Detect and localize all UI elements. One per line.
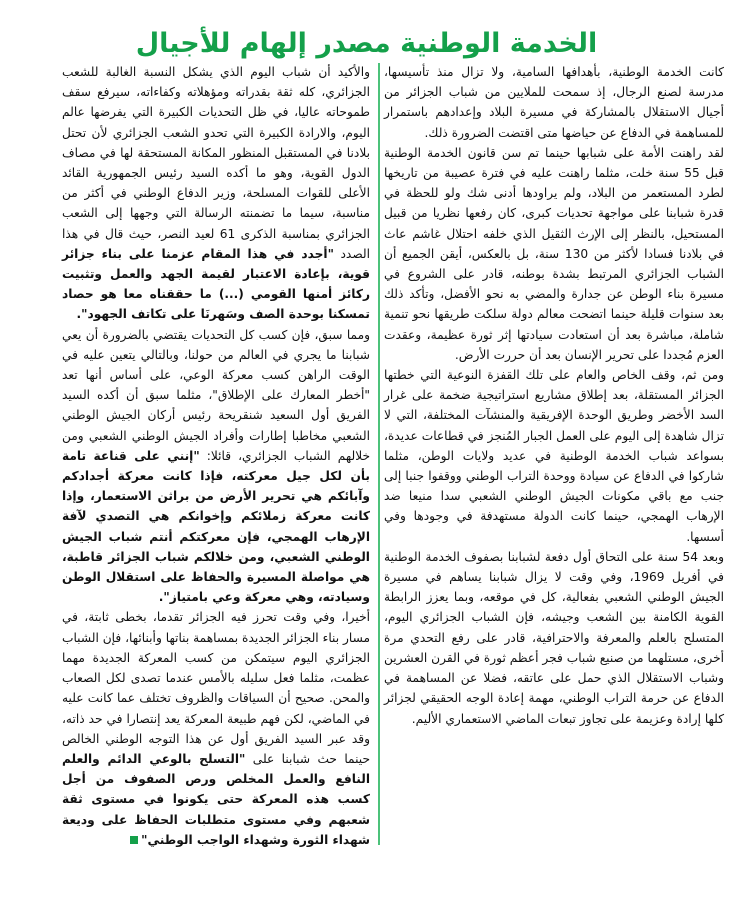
paragraph-text: أخيرا، وفي وقت تحرز فيه الجزائر تقدما، بخطى ثابتة، في مسار بناء الجزائر الجديدة بمساهمة بناتها وأبنائها، فإن الشباب الجزائري اليوم سيتمكن من كسب المعركة الجديدة مهما عظمت، مثلما فعل سليله بالأمس عندما تصدى لكل الصعاب والمحن. صحيح أن السياقات والظروف تختلف عما كانت عليه في الماضي، لكن فهم طبيعة المعركة يعد إنتصارا في حد ذاته، وقد عبر السيد الفريق أول عن هذا التوجه الوطني الخالص حينما حث شبابنا على [62, 610, 370, 766]
article-title: الخدمة الوطنية مصدر إلهام للأجيال [135, 28, 598, 60]
paragraph: وبعد 54 سنة على التحاق أول دفعة لشبابنا بصفوف الخدمة الوطنية في أفريل 1969، وفي وقت لا يزال شبابنا يساهم في مسيرة الجيش الوطني الشعبي بفعالية، كل في موقعه، وبما يعزز الرابطة القوية الكامنة بين الشعب وجيشه، فإن الشباب الجزائري اليوم، المتسلح بالعلم والمعرفة والاحترافية، قادر على رفع التحدي مرة أخرى، مستلهما من صنيع شباب فجر أعظم ثورة في القرن العشرين وشباب الاستقلال الذي حمل على عاتقه، فضلا عن المساهمة في الدفاع عن حرمة التراب الوطني، مهمة إعادة الوجه الحقيقي لجزائر كلها إرادة وعزيمة على تجاوز تبعات الماضي الاستعماري الأليم. [384, 549, 725, 726]
paragraph: لقد راهنت الأمة على شبابها حينما تم سن قانون الخدمة الوطنية قبل 55 سنة خلت، مثلما راهنت عليه في فترة عصيبة من تاريخها لطرد المستعمر من البلاد، ولم يراودها أدنى شك ولو للحظة في قدرة شبابنا على مواجهة تحديات كبرى، كان رفعها نظريا من قبيل المستحيل، بالنظر إلى الإرث الثقيل الذي خلفه احتلال غاشم عاث في بلادنا فسادا لأكثر من 130 سنة، بل بالعكس، أيقن الجميع أن الشباب الجزائري المرتبط بشدة بوطنه، قادر على الشروع في مسيرة بناء الوطن عن جدارة والمضي به نحو الأفضل، وتأكد ذلك بعد سنوات قليلة حينما اتضحت معالم دولة سلكت طريقها نحو تنمية شاملة، مباشرة بعد أن استعادت سيادتها إثر ثورة عظيمة، وعقدت العزم مُجددا على تحرير الإنسان بعد أن حررت الأرض. [384, 145, 724, 362]
paragraph-text: ومما سبق، فإن كسب كل التحديات يقتضي بالضرورة أن يعي شبابنا ما يجري في العالم من حولنا، وبالتالي يتعين عليه في الوقت الراهن كسب معركة الوعي، على أساس أنها تعد "أخطر المعارك على الإطلاق"، مثلما سبق أن أكده السيد الفريق أول السعيد شنقريحة رئيس أركان الجيش الوطني الشعبي مخاطبا إطارات وأفراد الجيش الوطني الشعبي ومن خلالهم الشباب الجزائري، قائلا: [62, 327, 371, 463]
article-column-right [384, 62, 724, 729]
paragraph [62, 62, 370, 325]
paragraph: ومن ثم، وقف الخاص والعام على تلك القفزة النوعية التي خطتها الجزائر المستقلة، بعد إطلاق مشاريع استراتيجية ضخمة على غرار السد الأخضر وطريق الوحدة الإفريقية والمنشآت المختلفة، التي لا تزال شاهدة إلى اليوم على العمل الجبار المُنجز في قطاعات عديدة، بسواعد شباب الخدمة الوطنية في عديد ولايات الوطن، مثلما شاركوا في الدفاع عن سيادة ووحدة التراب الوطني ووقفوا جنبا إلى جنب مع باقي مكونات الجيش الوطني الشعبي سدا منيعا ضد الإرهاب الهمجي، حينما كانت الدولة مستهدفة في وجودها وفي أسسها. [384, 368, 724, 544]
paragraph: كانت الخدمة الوطنية، بأهدافها السامية، ولا تزال منذ تأسيسها، مدرسة لصنع الرجال، إذ سمحت للملايين من شباب الجزائر من أجيال الاستقلال بالمشاركة في مسيرة البلاد وإعدادهم باستمرار للمساهمة في الدفاع عن حياضها متى اقتضت الضرورة ذلك. [384, 65, 724, 140]
paragraph [62, 607, 370, 849]
paragraph [62, 325, 370, 608]
column-divider [378, 63, 380, 845]
paragraph-text: والأكيد أن شباب اليوم الذي يشكل النسبة الغالبة للشعب الجزائري، كله ثقة بقدراته ومؤهلاته وكفاءاته، سيرفع سقف طموحاته عاليا، في ظل التحديات الكبيرة التي يفرضها عالم اليوم، والارادة الكبيرة التي تحدو الشعب الجزائري لأن تحتل بلادنا في المستقبل المنظور المكانة المستحقة لها في مصاف الدول القوية، وهو ما أكده السيد رئيس الجمهورية القائد الأعلى للقوات المسلحة، وزير الدفاع الوطني في أكثر من مناسبة، سيما ما تضمنته الرسالة التي وجهها إلى الشعب الجزائري بمناسبة الذكرى 61 لعيد النصر، حيث قال في هذا الصدد [62, 65, 371, 261]
chief-of-staff-quote: "إنني على قناعة تامة بأن لكل جيل معركته، فإذا كانت معركة أجدادكم وآبائكم هي تحرير الأرض من براثن الاستعمار، وإذا كانت معركة زملائكم وإخوانكم هي التصدي لآفة الإرهاب الهمجي، فإن معركتكم أنتم شباب الجيش الوطني الشعبي، ومن خلالكم شباب الجزائر قاطبة، هي مواصلة المسيرة والحفاظ على استقلال الوطن وسيادته، وهي معركة وعي بامتياز". [62, 448, 370, 605]
article-column-left [62, 62, 370, 850]
president-quote: "أجدد في هذا المقام عزمنا على بناء جزائر قوية، بإعادة الاعتبار لقيمة الجهد والعمل وتثبيت ركائز أمنها القومي (...) ما حققناه معا هو حصاد تمسكنا بوحدة الصف وسَهرنَا على تكاتف الجهود". [62, 246, 370, 322]
closing-quote: "التسلح بالوعي الدائم والعلم النافع والعمل المخلص ورص الصفوف من أجل كسب هذه المعركة حتى يكونوا في مستوى ثقة شعبهم وفي مستوى متطلبات الحفاظ على وديعة شهداء الثورة وشهداء الواجب الوطني" [62, 751, 370, 847]
end-of-article-icon [130, 836, 138, 844]
